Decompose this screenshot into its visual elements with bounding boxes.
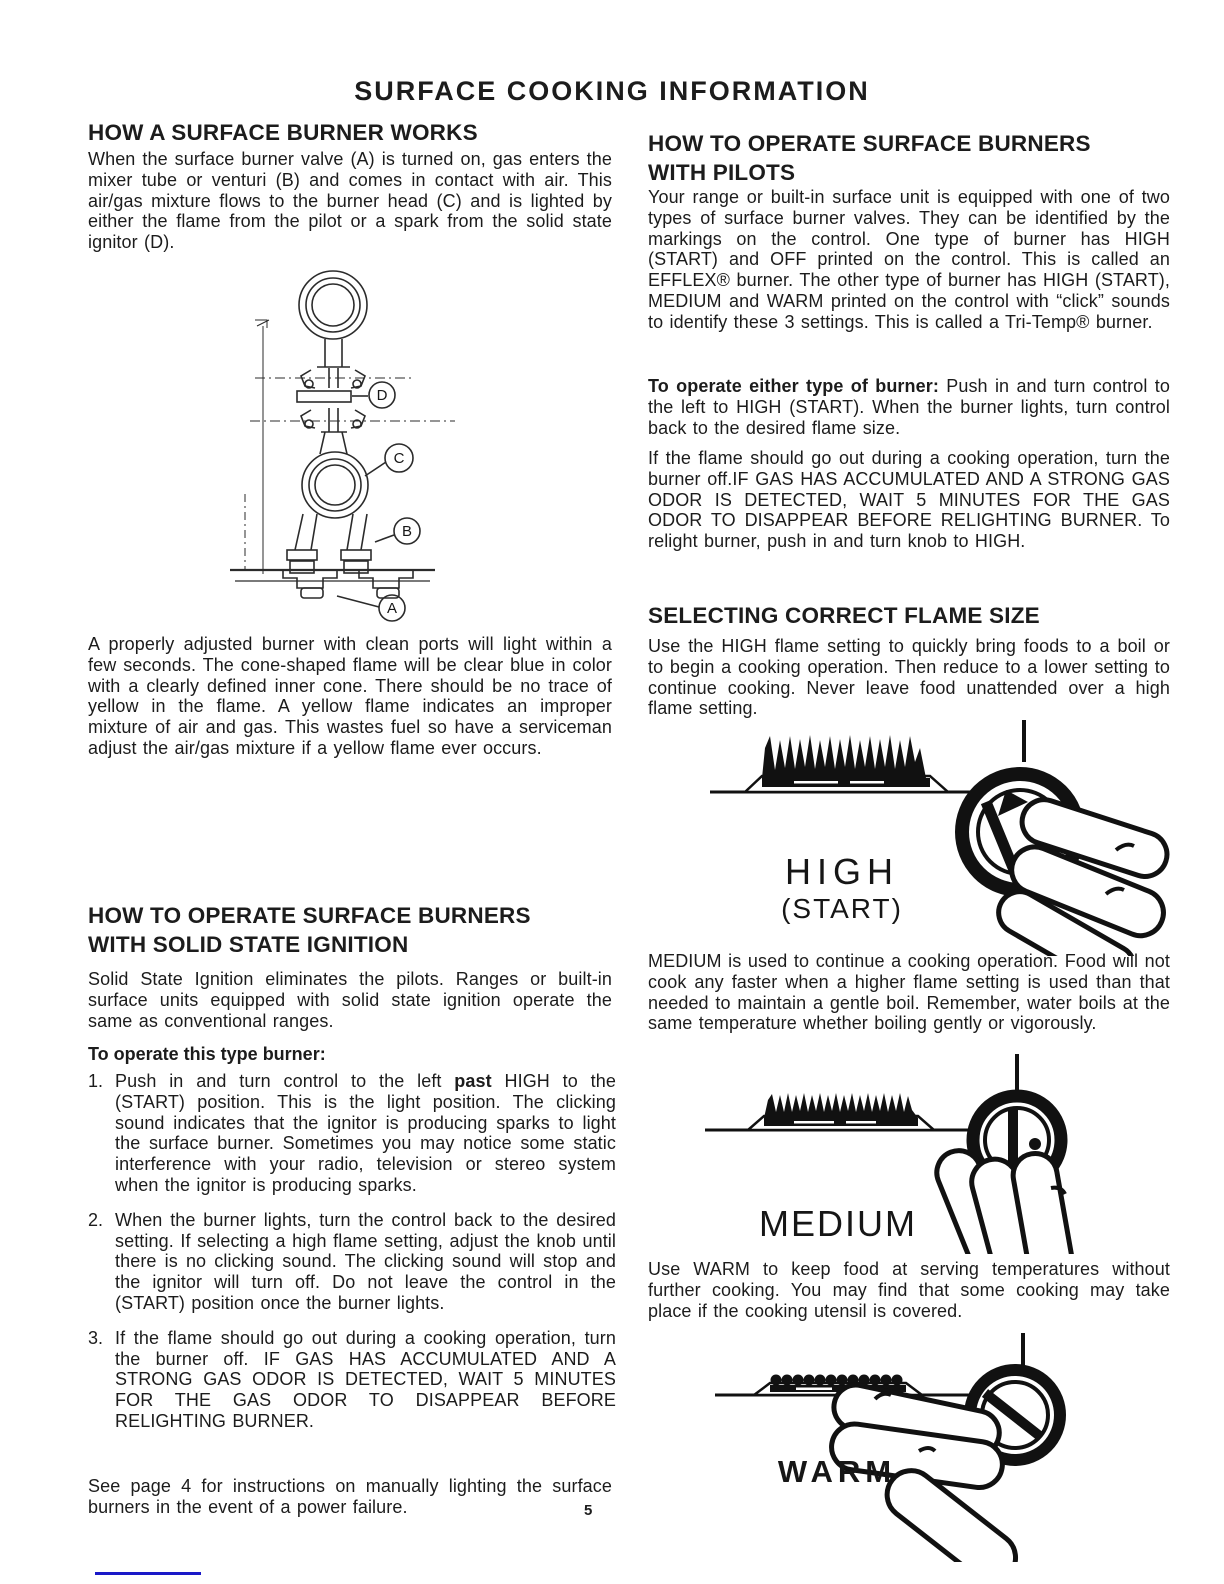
diagram-label-c-text: C [393,450,405,467]
heading-how-a-surface-burner-works: HOW A SURFACE BURNER WORKS [88,120,478,145]
burner-diagram [225,264,645,624]
solid-state-steps-list [88,1071,616,1432]
ignitor-bar [297,391,351,402]
heading-solid-state-ignition: HOW TO OPERATE SURFACE BURNERS WITH SOLID STATE IGNITION [88,903,531,957]
paragraph-properly-adjusted-burner: A properly adjusted burner with clean ports will light within a few seconds. The cone-shaped flame will be clear blue in color with a clearly defined inner cone. There should be no trace of yellow in the flame. A yellow flame indicates an improper mixture of air and gas. This wastes fuel so have a serviceman adjust the air/gas mixture if a yellow flame ever occurs. [88,634,612,758]
figure-high-flame [690,714,1170,956]
heading-selecting-flame-size: SELECTING CORRECT FLAME SIZE [648,603,1040,628]
step-text-segment: HIGH to the (START) position. This is the light position. The clicking sound indicates that the ignitor is producing sparks to light the surface burner. Sometimes you may notice some static interference with your radio, television or stereo system when the ignitor is producing sparks. [115,1071,616,1195]
control-knob-hand-drawing [962,720,1170,956]
step-text-segment: When the burner lights, turn the control back to the desired setting. If selecting a high flame setting, adjust the knob until there is no clicking sound. The clicking sound will stop and the ignitor will turn off. Do not leave the control in the (START) position once the burner lights. [115,1209,616,1313]
lead-to-operate-this-type-burner: To operate this type burner: [88,1044,326,1064]
list-item [88,1328,616,1432]
step-number: 1. [88,1071,104,1091]
paragraph-medium-setting: MEDIUM is used to continue a cooking operation. Food will not cook any faster when a higher flame setting is used than that needed to maintain a gentle boil. Remember, water boils at the same temperature whether boiling gently or vigorously. [648,951,1170,1034]
footnote-manual-lighting: See page 4 for instructions on manually lighting the surface burners in the event of a power failure. [88,1476,612,1517]
list-item [88,1071,616,1196]
list-item [88,1210,616,1314]
paragraph-flame-size-intro: Use the HIGH flame setting to quickly bring foods to a boil or to begin a cooking operation. Then reduce to a lower setting to continue cooking. Never leave food unattended over a high flame setting. [648,636,1170,719]
caption-warm: WARM [777,1454,897,1489]
diagram-label-d-text: D [376,387,388,404]
figure-warm-flame [690,1330,1170,1562]
caption-medium: MEDIUM [759,1203,917,1244]
flame-medium-drawing [705,1093,980,1130]
step-text-segment: If the flame should go out during a cooking operation, turn the burner off. IF GAS HAS ACCUMULATED AND A STRONG GAS ODOR IS DETECTED, WAIT 5 MINUTES FOR THE GAS ODOR TO DISAPPEAR BEFORE RELIGHTING BURNER. [115,1327,616,1431]
control-knob-hand-drawing [829,1333,1060,1562]
flame-high-drawing [710,735,982,792]
caption-high: HIGH [785,851,899,892]
paragraph-burner-works-intro: When the surface burner valve (A) is turned on, gas enters the mixer tube or venturi (B) and comes in contact with air. This air/gas mixture flows to the burner head (C) and is lighted by either the flame from the pilot or a spark from the solid state ignitor (D). [88,149,612,253]
burner-ring-top [299,271,367,339]
step-text [115,1210,616,1314]
caption-high-start: (START) [781,893,903,924]
heading-operate-with-pilots: HOW TO OPERATE SURFACE BURNERS WITH PILOTS [648,131,1091,185]
step-text-segment: Push in and turn control to the left [115,1071,455,1091]
bottom-accent-line [95,1572,201,1575]
manifold-base [230,570,435,598]
figure-medium-flame [690,1052,1170,1254]
paragraph-solid-state-intro: Solid State Ignition eliminates the pilots. Ranges or built-in surface units equipped with solid state ignition operate the same as conventional ranges. [88,969,612,1031]
step-text [115,1071,616,1196]
burner-head-ring [302,452,368,518]
venturi-tubes [287,514,371,573]
paragraph-pilots-intro: Your range or built-in surface unit is equipped with one of two types of surface burner valves. They can be identified by the markings on the control. One type of burner has HIGH (START) and OFF printed on the control. This is called an EFFLEX® burner. The other type of burner has HIGH (START), MEDIUM and WARM printed on the control with “click” sounds to identify these 3 settings. This is called a Tri-Temp® burner. [648,187,1170,332]
control-knob-hand-drawing [930,1054,1079,1254]
step-text-bold: past [454,1071,492,1091]
operate-lead-bold: To operate either type of burner: [648,376,939,396]
diagram-label-b-text: B [401,523,413,540]
paragraph-flame-out-warning: If the flame should go out during a cooking operation, turn the burner off.IF GAS HAS ACCUMULATED AND A STRONG GAS ODOR IS DETECTED, WAIT 5 MINUTES FOR THE GAS ODOR TO DISAPPEAR BEFORE RELIGHTING BURNER. To relight burner, push in and turn knob to HIGH. [648,448,1170,552]
paragraph-operate-either-type [648,376,1170,438]
page-title: SURFACE COOKING INFORMATION [354,76,870,106]
step-text [115,1328,616,1432]
operate-rest: Push in and turn control to the left to HIGH (START). When the burner lights, turn control back to the desired flame size. [648,376,1170,438]
page-number: 5 [584,1502,593,1519]
diagram-label-b [375,518,420,544]
step-number: 3. [88,1327,104,1348]
spring-clip-lower [301,408,365,432]
paragraph-warm-setting: Use WARM to keep food at serving temperatures without further cooking. You may find that some cooking may take place if the cooking utensil is covered. [648,1259,1170,1321]
step-number: 2. [88,1209,104,1230]
diagram-label-a-text: A [386,600,398,617]
